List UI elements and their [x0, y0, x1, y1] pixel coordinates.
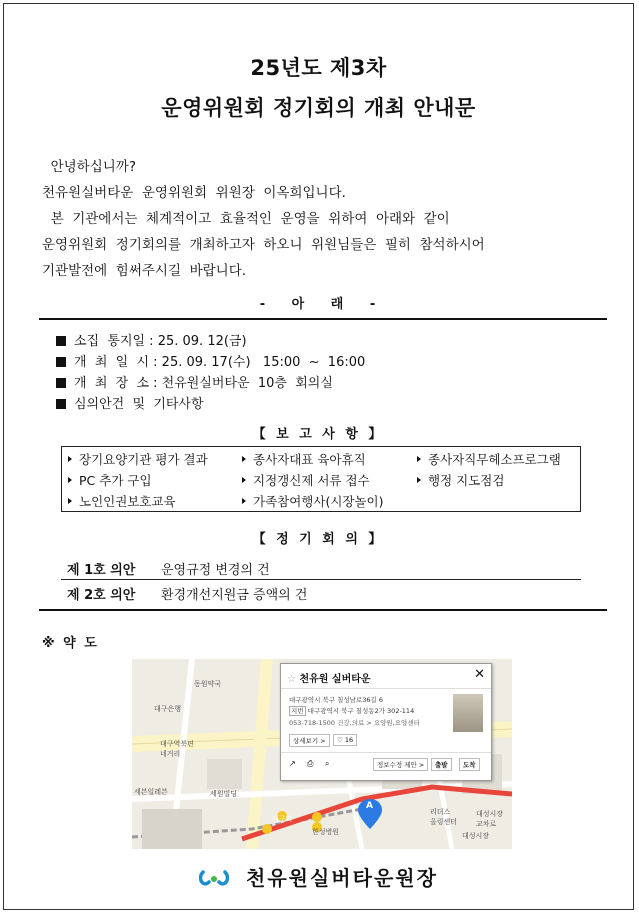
info-row [56, 331, 365, 352]
square-bullet-icon [56, 399, 66, 409]
popup-title-row [287, 670, 371, 685]
triangle-bullet-icon [242, 498, 246, 504]
share-icon[interactable]: ↗ [289, 759, 296, 768]
close-icon[interactable]: ✕ [474, 667, 485, 682]
suggest-edit-button[interactable]: 정보수정 제안 > [373, 758, 428, 771]
agenda-number: 제 2호 의안 [67, 588, 136, 603]
title-line-1: 25년도 제3차 [250, 56, 387, 80]
search-icon[interactable]: ⌕ [325, 759, 330, 768]
square-bullet-icon [56, 378, 66, 388]
map-place-label: 대구역북편 네거리 [160, 740, 194, 758]
agenda-table [61, 555, 581, 607]
intro-line: 천유원실버타운 운영위원회 위원장 이옥희입니다. [42, 185, 346, 201]
detail-button[interactable]: 상세보기 > [289, 734, 330, 747]
address-lot: 대구광역시 북구 칠성동2가 302-114 [307, 707, 415, 715]
divider [39, 609, 607, 611]
title-line-2: 운영위원회 정기회의 개최 안내문 [161, 96, 476, 120]
map-place-label: 동원약국 [194, 680, 222, 688]
intro-line: 안녕하십니까? [42, 159, 136, 175]
info-text: 소집 통지일 : 25. 09. 12(금) [74, 334, 247, 349]
square-bullet-icon [56, 357, 66, 367]
info-text: 개 최 일 시 : 25. 09. 17(수) 15:00 ~ 16:00 [74, 355, 366, 370]
map-place-label: 대성시장 [462, 832, 490, 840]
report-item: 종사자대표 육아휴직 [242, 450, 366, 468]
intro-line: 기관발전에 힘써주시길 바랍니다. [42, 263, 247, 279]
report-item: 노인인권보호교육 [68, 492, 176, 510]
triangle-bullet-icon [242, 477, 246, 483]
triangle-bullet-icon [242, 456, 246, 462]
report-item: 종사자직무헤소프로그램 [417, 450, 561, 468]
map-place-label: 한성병원 [312, 828, 340, 836]
map-place-label: 대성시장 교차로 [476, 810, 504, 828]
report-item: 지정갱신제 서류 접수 [242, 471, 370, 489]
map-marker-label: A [366, 801, 373, 811]
intro-paragraph [42, 154, 485, 284]
agenda-number: 제 1호 의안 [67, 563, 136, 578]
info-row [56, 352, 365, 373]
triangle-bullet-icon [417, 477, 421, 483]
agenda-text: 환경개선지원금 증액의 건 [161, 588, 308, 603]
info-text: 심의안건 및 기타사항 [74, 397, 204, 412]
location-map[interactable] [132, 659, 512, 849]
place-info-popup[interactable] [280, 663, 492, 781]
document-page [3, 3, 634, 910]
map-place-label: 세븐일레븐 [134, 788, 168, 796]
info-row [56, 394, 365, 415]
building-thumbnail [453, 694, 483, 732]
depart-button[interactable]: 출발 [431, 758, 452, 771]
divider [281, 688, 491, 689]
info-row [56, 373, 365, 394]
phone-category-line: 053-718-1500 건강,의료 > 요양원,요양센터 [289, 719, 420, 727]
popup-title: 천유원 실버타운 [299, 674, 371, 685]
address-lot-row [289, 706, 414, 715]
agenda-row [67, 559, 270, 578]
triangle-bullet-icon [68, 477, 72, 483]
map-place-label: 세원빌딩 [210, 790, 238, 798]
address-tag: 지번 [291, 707, 304, 715]
report-heading: 【 보 고 사 항 】 [252, 427, 385, 442]
triangle-bullet-icon [68, 498, 72, 504]
divider [61, 579, 581, 580]
map-place-label: 대구역 [272, 815, 293, 823]
organization-name: 천유원실버타운원장 [246, 866, 438, 890]
report-item: PC 추가 구입 [68, 471, 152, 489]
report-items-box [61, 446, 581, 512]
agenda-row [67, 584, 307, 603]
notice-heading: - 아 래 - [259, 297, 378, 312]
agenda-text: 운영규정 변경의 건 [161, 563, 270, 578]
divider [281, 752, 491, 753]
map-place-label: 리더스 올링센터 [430, 808, 458, 826]
map-place-label: 대구은행 [154, 705, 182, 713]
star-icon[interactable]: ☆ [287, 674, 296, 685]
info-text: 개 최 장 소 : 천유원실버타운 10층 회의실 [74, 376, 333, 391]
like-button[interactable]: ♡ 16 [333, 734, 357, 746]
meeting-info [56, 331, 365, 415]
footer-signature [4, 862, 633, 891]
triangle-bullet-icon [68, 456, 72, 462]
arrive-button[interactable]: 도착 [459, 758, 480, 771]
square-bullet-icon [56, 336, 66, 346]
report-item: 행정 지도점검 [417, 471, 504, 489]
triangle-bullet-icon [417, 456, 421, 462]
print-icon[interactable]: ⎙ [307, 759, 314, 768]
report-item: 가족참여행사(시장놀이) [242, 492, 384, 510]
organization-logo-icon [199, 868, 229, 890]
intro-line: 본 기관에서는 체계적이고 효율적인 운영을 위하여 아래와 같이 [42, 211, 450, 227]
divider [39, 318, 607, 320]
report-item: 장기요양기관 평가 결과 [68, 450, 208, 468]
address-line: 대구광역시 북구 칠성남로36길 6 [289, 696, 383, 704]
meeting-heading: 【 정 기 회 의 】 [252, 532, 385, 547]
map-label: ※ 약 도 [42, 636, 99, 651]
intro-line: 운영위원회 정기회의를 개최하고자 하오니 위원님들은 필히 참석하시어 [42, 237, 485, 253]
